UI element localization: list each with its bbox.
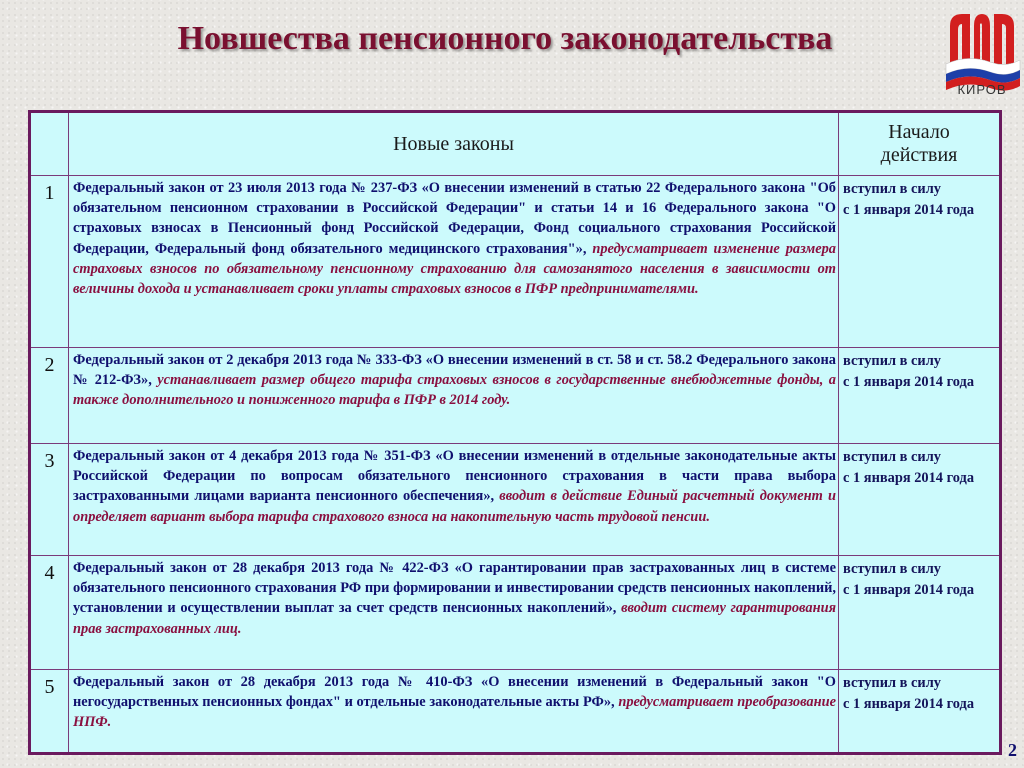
table-header-row (30, 112, 1001, 176)
table-row (30, 348, 1001, 444)
table-row (30, 670, 1001, 754)
start-line1: вступил в силу (843, 181, 941, 197)
laws-table (28, 110, 1002, 755)
slide-title: Новшества пенсионного законодательства (177, 20, 833, 57)
law-note: предусматривает преобразование НПФ. (73, 694, 836, 731)
start-line2: с 1 января 2014 года (843, 374, 975, 390)
start-cell (839, 444, 1001, 556)
header-start-line1: Начало (888, 121, 950, 143)
header-laws: Новые законы (69, 112, 839, 176)
law-cell (69, 444, 839, 556)
law-text: Федеральный закон от 28 декабря 2013 года № 422-ФЗ «О гарантировании прав застрахованных лиц в системе обязательного пенсионного страхования РФ при формировании и инвестировании средств пенсионных накоплений, установлении и осуществлении выплат за счет средств пенсионных накоплений», (73, 560, 836, 617)
law-cell (69, 670, 839, 754)
start-line2: с 1 января 2014 года (843, 582, 975, 598)
page-number: 2 (1008, 740, 1017, 760)
header-start (839, 112, 1001, 176)
law-text: Федеральный закон от 2 декабря 2013 года № 333-ФЗ «О внесении изменений в ст. 58 и ст. 58.2 Федерального закона № 212-ФЗ», (73, 352, 836, 389)
start-cell (839, 176, 1001, 348)
header-num-cell (30, 112, 69, 176)
law-cell (69, 556, 839, 670)
row-number: 5 (30, 670, 69, 754)
start-line2: с 1 января 2014 года (843, 470, 975, 486)
law-note: предусматривает изменение размера страховых взносов по обязательному пенсионному страхованию для самозанятого населения в зависимости от величины дохода и устанавливает сроки уплаты страховых взносов в ПФР предпринимателями. (73, 240, 836, 298)
start-cell (839, 670, 1001, 754)
start-line1: вступил в силу (843, 675, 941, 691)
row-number: 4 (30, 556, 69, 670)
table-row (30, 444, 1001, 556)
law-text: Федеральный закон от 28 декабря 2013 года № 410-ФЗ «О внесении изменений в Федеральный закон "О негосударственных пенсионных фондах" и отдельные законодательные акты РФ», (73, 674, 836, 711)
start-line1: вступил в силу (843, 561, 941, 577)
row-number: 2 (30, 348, 69, 444)
law-cell (69, 176, 839, 348)
row-number: 1 (30, 176, 69, 348)
law-text: Федеральный закон от 4 декабря 2013 года № 351-ФЗ «О внесении изменений в отдельные законодательные акты Российской Федерации по вопросам обязательного пенсионного страхования в части права выбора застрахованными лицами варианта пенсионного обеспечения», (73, 448, 836, 505)
row-number: 3 (30, 444, 69, 556)
table-row (30, 556, 1001, 670)
law-text: Федеральный закон от 23 июля 2013 года № 237-ФЗ «О внесении изменений в статью 22 Федерального закона "Об обязательном пенсионном страховании в Российской Федерации" и статьи 14 и 16 Федерального закона "О страховых взносах в Пенсионный фонд Российской Федерации, Фонд социального страхования Российской Федерации, Федеральный фонд обязательного медицинского страхования"», (73, 180, 836, 257)
table-row (30, 176, 1001, 348)
logo-caption: КИРОВ (957, 82, 1007, 97)
law-note: вводит в действие Единый расчетный документ и определяет вариант выбора тарифа страхового взноса на накопительную часть трудовой пенсии. (73, 488, 836, 525)
start-line2: с 1 января 2014 года (843, 696, 975, 712)
start-line1: вступил в силу (843, 449, 941, 465)
law-note: устанавливает размер общего тарифа страховых взносов в государственные внебюджетные фонды, а также дополнительного и пониженного тарифа в ПФР в 2014 году. (73, 372, 836, 409)
start-cell (839, 556, 1001, 670)
start-line2: с 1 января 2014 года (843, 202, 975, 218)
law-note: вводит систему гарантирования прав застрахованных лиц. (73, 600, 836, 637)
law-cell (69, 348, 839, 444)
start-line1: вступил в силу (843, 353, 941, 369)
start-cell (839, 348, 1001, 444)
header-start-line2: действия (880, 144, 958, 166)
